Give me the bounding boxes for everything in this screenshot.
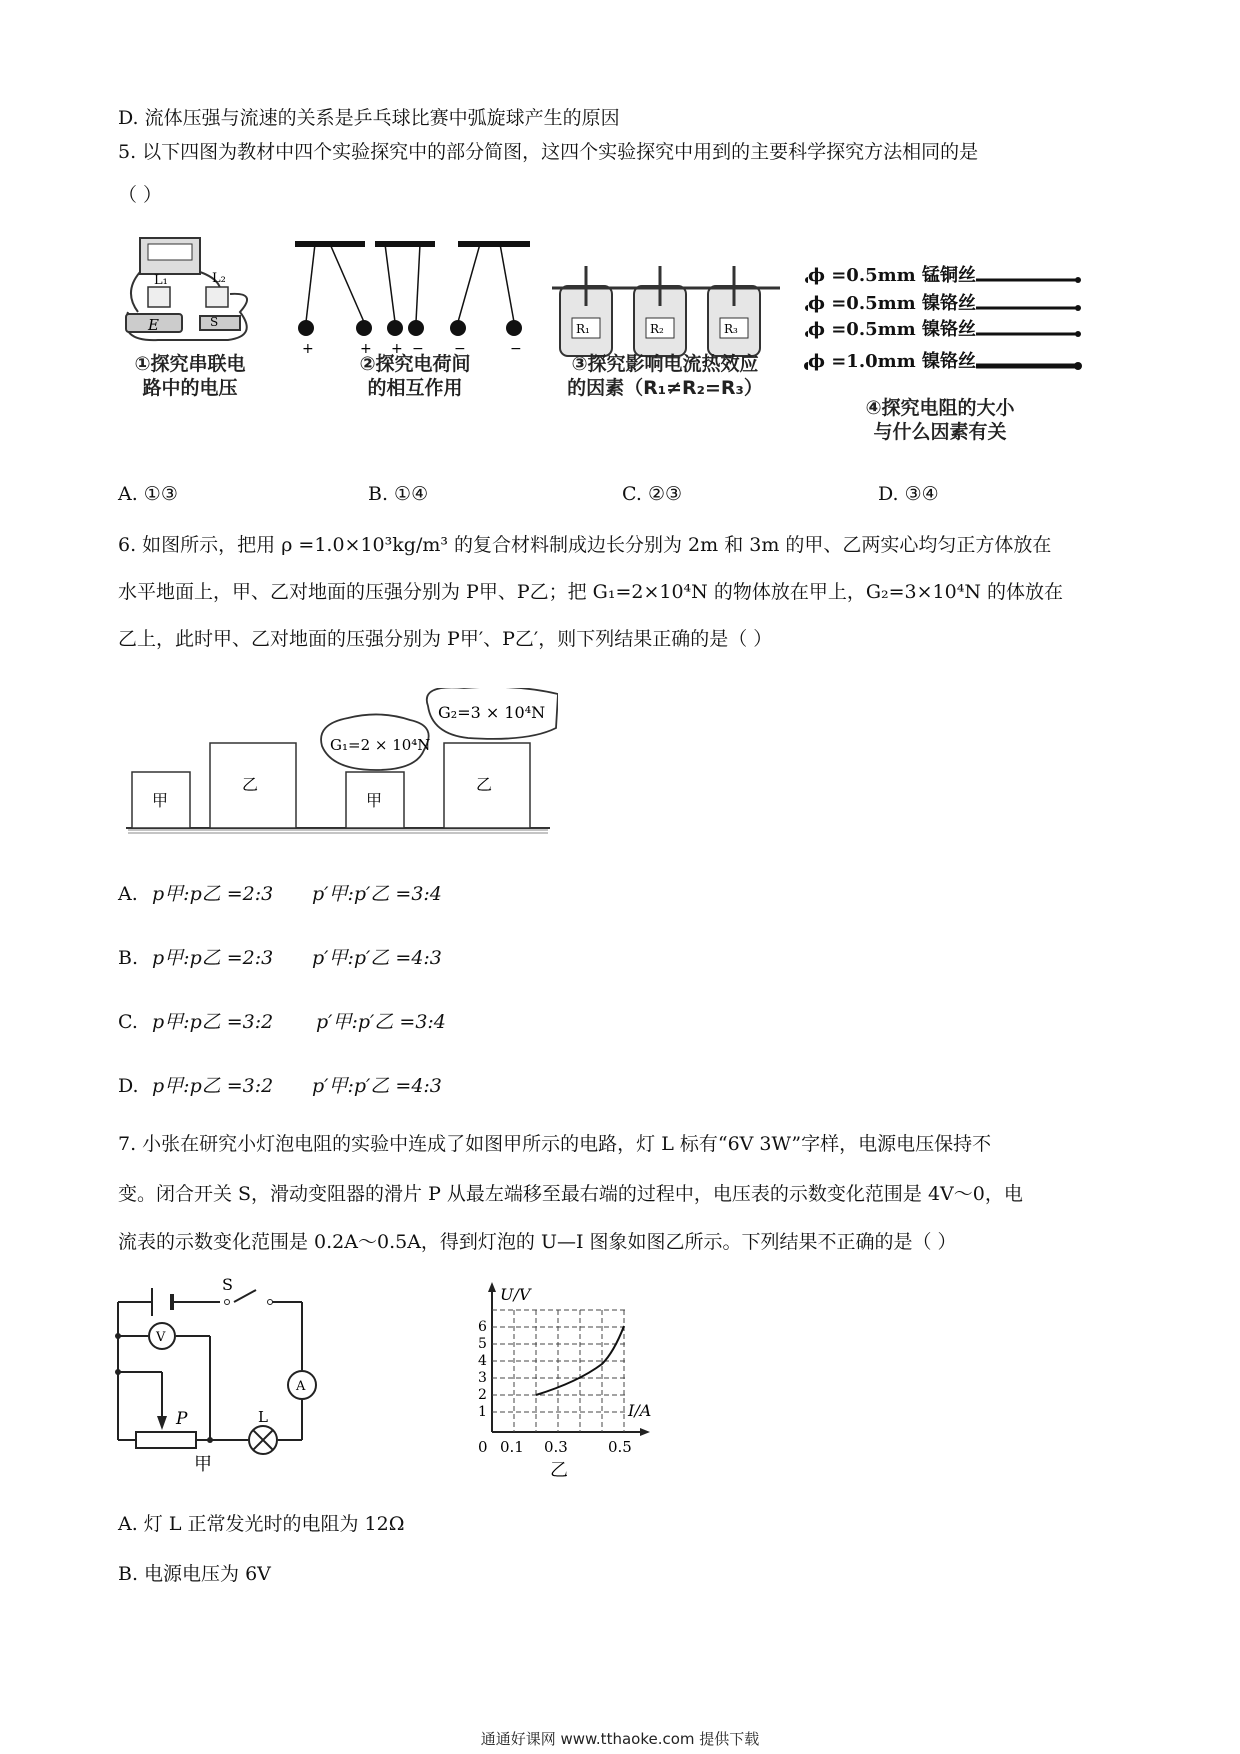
graph-caption: 乙 <box>550 1460 568 1481</box>
charge-1: + <box>302 341 314 356</box>
q6-option-b-ratio1: p甲:p乙 =2:3 <box>152 947 274 969</box>
q5-caption-3-line1: ③探究影响电流热效应 <box>571 353 759 375</box>
q5-option-d: D. ③④ <box>878 483 939 505</box>
jar-r1: R₁ <box>576 322 590 336</box>
charge-2: + <box>360 341 372 356</box>
q5-caption-2-line2: 的相互作用 <box>367 377 463 399</box>
circuit-caption: 甲 <box>194 1454 212 1475</box>
fig1-label-s: S <box>210 315 219 329</box>
q7-figure-circuit <box>100 1276 340 1476</box>
q5-caption-1-line2: 路中的电压 <box>142 377 238 399</box>
circuit-label-s: S <box>222 1276 233 1294</box>
q6-option-a-ratio2: p′甲:p′乙 =3:4 <box>312 883 442 905</box>
q5-caption-4-line2: 与什么因素有关 <box>873 421 1007 443</box>
block-yi-2: 乙 <box>476 775 493 794</box>
q6-option-b-letter: B. <box>118 947 139 969</box>
bubble-g1: G₁=2 × 10⁴N <box>330 736 431 754</box>
graph-xlabel: I/A <box>628 1401 652 1420</box>
q5-caption-4-line1: ④探究电阻的大小 <box>865 397 1015 419</box>
q6-option-a-ratio1: p甲:p乙 =2:3 <box>152 883 274 905</box>
graph-xtick-0: 0 <box>478 1438 488 1456</box>
q5-figure-charges <box>290 236 540 356</box>
q6-figure-blocks <box>118 688 558 848</box>
q5-caption-1 <box>110 352 270 400</box>
q5-caption-4 <box>820 396 1060 444</box>
fig1-label-e: E <box>148 316 159 334</box>
q7-stem-line1: 7. 小张在研究小灯泡电阻的实验中连成了如图甲所示的电路，灯 L 标有“6V 3W”字样，电源电压保持不 <box>118 1133 992 1155</box>
graph-ytick-3: 3 <box>478 1370 487 1386</box>
graph-xtick-01: 0.1 <box>500 1438 524 1456</box>
charge-3: + <box>391 341 403 356</box>
q5-caption-1-line1: ①探究串联电 <box>134 353 246 375</box>
block-jia-1: 甲 <box>152 791 169 810</box>
q5-stem-line1: 5. 以下四图为教材中四个实验探究中的部分简图，这四个实验探究中用到的主要科学探究方法相同的是 <box>118 141 979 163</box>
q6-option-c-letter: C. <box>118 1011 138 1033</box>
graph-ytick-2: 2 <box>478 1387 487 1403</box>
charge-6: − <box>510 341 522 356</box>
graph-ytick-6: 6 <box>478 1319 487 1335</box>
q6-stem-line2: 水平地面上，甲、乙对地面的压强分别为 P甲、P乙；把 G₁=2×10⁴N 的物体放在甲上，G₂=3×10⁴N 的体放在 <box>118 581 1064 603</box>
charge-4: − <box>412 341 424 356</box>
jar-r3: R₃ <box>724 322 738 336</box>
q7-stem-line2: 变。闭合开关 S，滑动变阻器的滑片 P 从最左端移至最右端的过程中，电压表的示数变化范围是 4V～0，电 <box>118 1183 1023 1205</box>
circuit-label-p: P <box>176 1409 188 1429</box>
fig1-label-l2: L₂ <box>212 271 226 286</box>
q6-stem-line1: 6. 如图所示，把用 ρ =1.0×10³kg/m³ 的复合材料制成边长分别为 2m 和 3m 的甲、乙两实心均匀正方体放在 <box>118 534 1052 556</box>
page-footer: 通通好课网 www.tthaoke.com 提供下载 <box>480 1730 760 1748</box>
q7-stem-line3: 流表的示数变化范围是 0.2A～0.5A，得到灯泡的 U—I 图象如图乙所示。下列结果不正确的是（ ） <box>118 1231 957 1253</box>
q5-figure-heat-jars <box>552 266 782 366</box>
q5-caption-2-line1: ②探究电荷间 <box>359 353 471 375</box>
q5-caption-3-line2: 的因素（R₁≠R₂=R₃） <box>567 377 763 399</box>
graph-ytick-5: 5 <box>478 1336 487 1352</box>
q7-option-a: A. 灯 L 正常发光时的电阻为 12Ω <box>118 1513 405 1535</box>
q5-option-c: C. ②③ <box>622 483 683 505</box>
jar-r2: R₂ <box>650 322 664 336</box>
graph-xtick-03: 0.3 <box>544 1438 568 1456</box>
circuit-label-v: V <box>156 1330 166 1345</box>
q4-option-d: D. 流体压强与流速的关系是乒乓球比赛中弧旋球产生的原因 <box>118 107 620 129</box>
q6-option-d-letter: D. <box>118 1075 139 1097</box>
graph-ylabel: U/V <box>500 1285 531 1304</box>
q5-caption-3 <box>545 352 785 400</box>
q6-option-d-ratio1: p甲:p乙 =3:2 <box>152 1075 274 1097</box>
circuit-label-a: A <box>296 1379 306 1394</box>
q5-option-a: A. ①③ <box>118 483 178 505</box>
block-jia-2: 甲 <box>366 791 383 810</box>
graph-ytick-4: 4 <box>478 1353 487 1369</box>
wire-1-label: ϕ =0.5mm 锰铜丝 <box>808 262 976 290</box>
q6-option-c-ratio2: p′甲:p′乙 =3:4 <box>316 1011 446 1033</box>
q6-option-c-ratio1: p甲:p乙 =3:2 <box>152 1011 274 1033</box>
fig1-label-l1: L₁ <box>154 273 168 288</box>
graph-ytick-1: 1 <box>478 1404 487 1420</box>
q5-option-b: B. ①④ <box>368 483 429 505</box>
q7-option-b: B. 电源电压为 6V <box>118 1563 271 1585</box>
block-yi-1: 乙 <box>242 775 259 794</box>
q6-stem-line3: 乙上，此时甲、乙对地面的压强分别为 P甲′、P乙′，则下列结果正确的是（ ） <box>118 628 773 650</box>
q5-figure-series-circuit <box>118 232 268 352</box>
q6-option-b-ratio2: p′甲:p′乙 =4:3 <box>312 947 442 969</box>
circuit-label-l: L <box>258 1408 268 1426</box>
q5-caption-2 <box>330 352 500 400</box>
graph-xtick-05: 0.5 <box>608 1438 632 1456</box>
wire-2-label: ϕ =0.5mm 镍铬丝 <box>808 290 976 318</box>
charge-5: − <box>454 341 466 356</box>
bubble-g2: G₂=3 × 10⁴N <box>438 703 546 722</box>
wire-4-label: ϕ =1.0mm 镍铬丝 <box>808 348 976 376</box>
q6-option-d-ratio2: p′甲:p′乙 =4:3 <box>312 1075 442 1097</box>
q5-stem-line2: （ ） <box>118 184 163 206</box>
q7-figure-ui-graph <box>468 1282 678 1482</box>
wire-3-label: ϕ =0.5mm 镍铬丝 <box>808 316 976 344</box>
q6-option-a-letter: A. <box>118 883 138 905</box>
